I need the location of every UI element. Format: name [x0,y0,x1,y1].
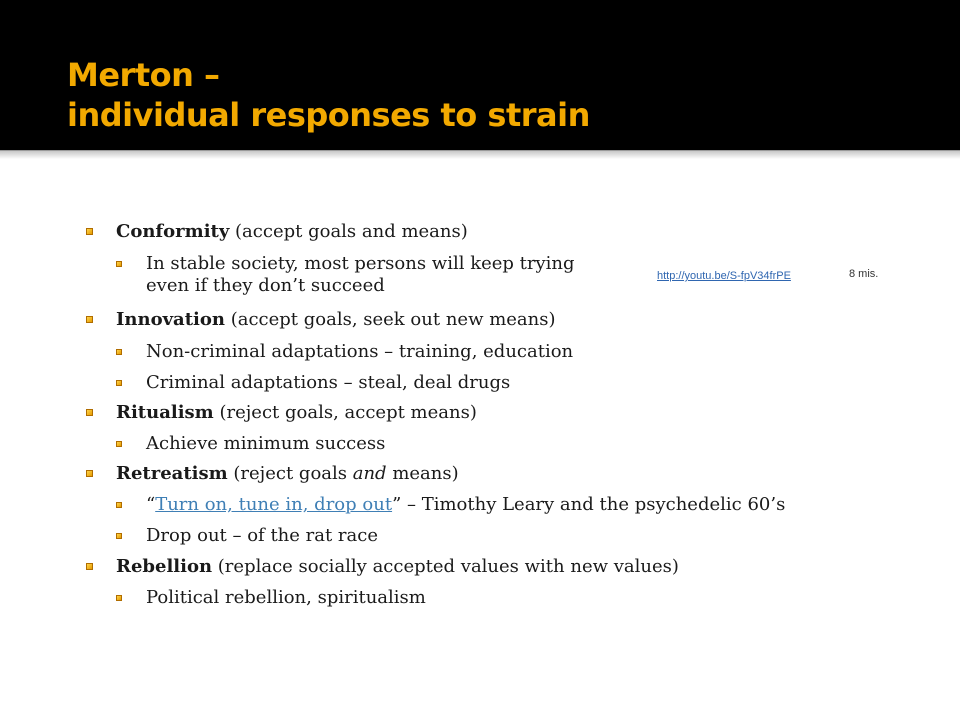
slide-title [67,55,590,135]
title-bar [0,0,960,150]
video-duration: 8 mis. [849,268,879,280]
sub-text-retreatism-2: Drop out – of the rat race [146,525,379,546]
square-bullet-icon [116,441,122,447]
quote-rest: ” – Timothy Leary and the psychedelic 60’s [392,494,786,515]
square-bullet-icon [116,380,122,386]
term-innovation: Innovation [116,309,225,330]
square-bullet-icon [116,502,122,508]
desc-rebellion: (replace socially accepted values with new values) [212,556,679,577]
square-bullet-icon [116,595,122,601]
sub-text-innovation-1: Non-criminal adaptations – training, education [146,341,574,362]
square-bullet-icon [86,563,93,570]
quote-open: “ [146,494,156,515]
desc-retreatism-post: means) [386,463,459,484]
term-ritualism: Ritualism [116,402,214,423]
term-rebellion: Rebellion [116,556,213,577]
slide-title-line2: individual responses to strain [67,96,590,134]
leary-quote-link[interactable]: Turn on, tune in, drop out [155,494,393,515]
desc-innovation: (accept goals, seek out new means) [224,309,556,330]
sub-text-conformity-line2: even if they don’t succeed [146,275,385,296]
square-bullet-icon [86,470,93,477]
sub-text-conformity-line1: In stable society, most persons will keep trying [146,253,575,274]
desc-conformity: (accept goals and means) [229,221,468,242]
square-bullet-icon [86,228,93,235]
square-bullet-icon [116,349,122,355]
desc-retreatism-pre: (reject goals [227,463,353,484]
sub-text-rebellion-1: Political rebellion, spiritualism [146,587,426,608]
term-retreatism: Retreatism [116,463,228,484]
title-divider [0,150,960,159]
sub-text-innovation-2: Criminal adaptations – steal, deal drugs [146,372,511,393]
square-bullet-icon [116,261,122,267]
square-bullet-icon [116,533,122,539]
sub-text-ritualism-1: Achieve minimum success [146,433,386,454]
video-link[interactable]: http://youtu.be/S-fpV34frPE [657,270,791,282]
desc-retreatism-em: and [352,463,387,484]
square-bullet-icon [86,316,93,323]
slide-title-line1: Merton – [67,56,220,94]
square-bullet-icon [86,409,93,416]
term-conformity: Conformity [116,221,230,242]
desc-ritualism: (reject goals, accept means) [213,402,477,423]
